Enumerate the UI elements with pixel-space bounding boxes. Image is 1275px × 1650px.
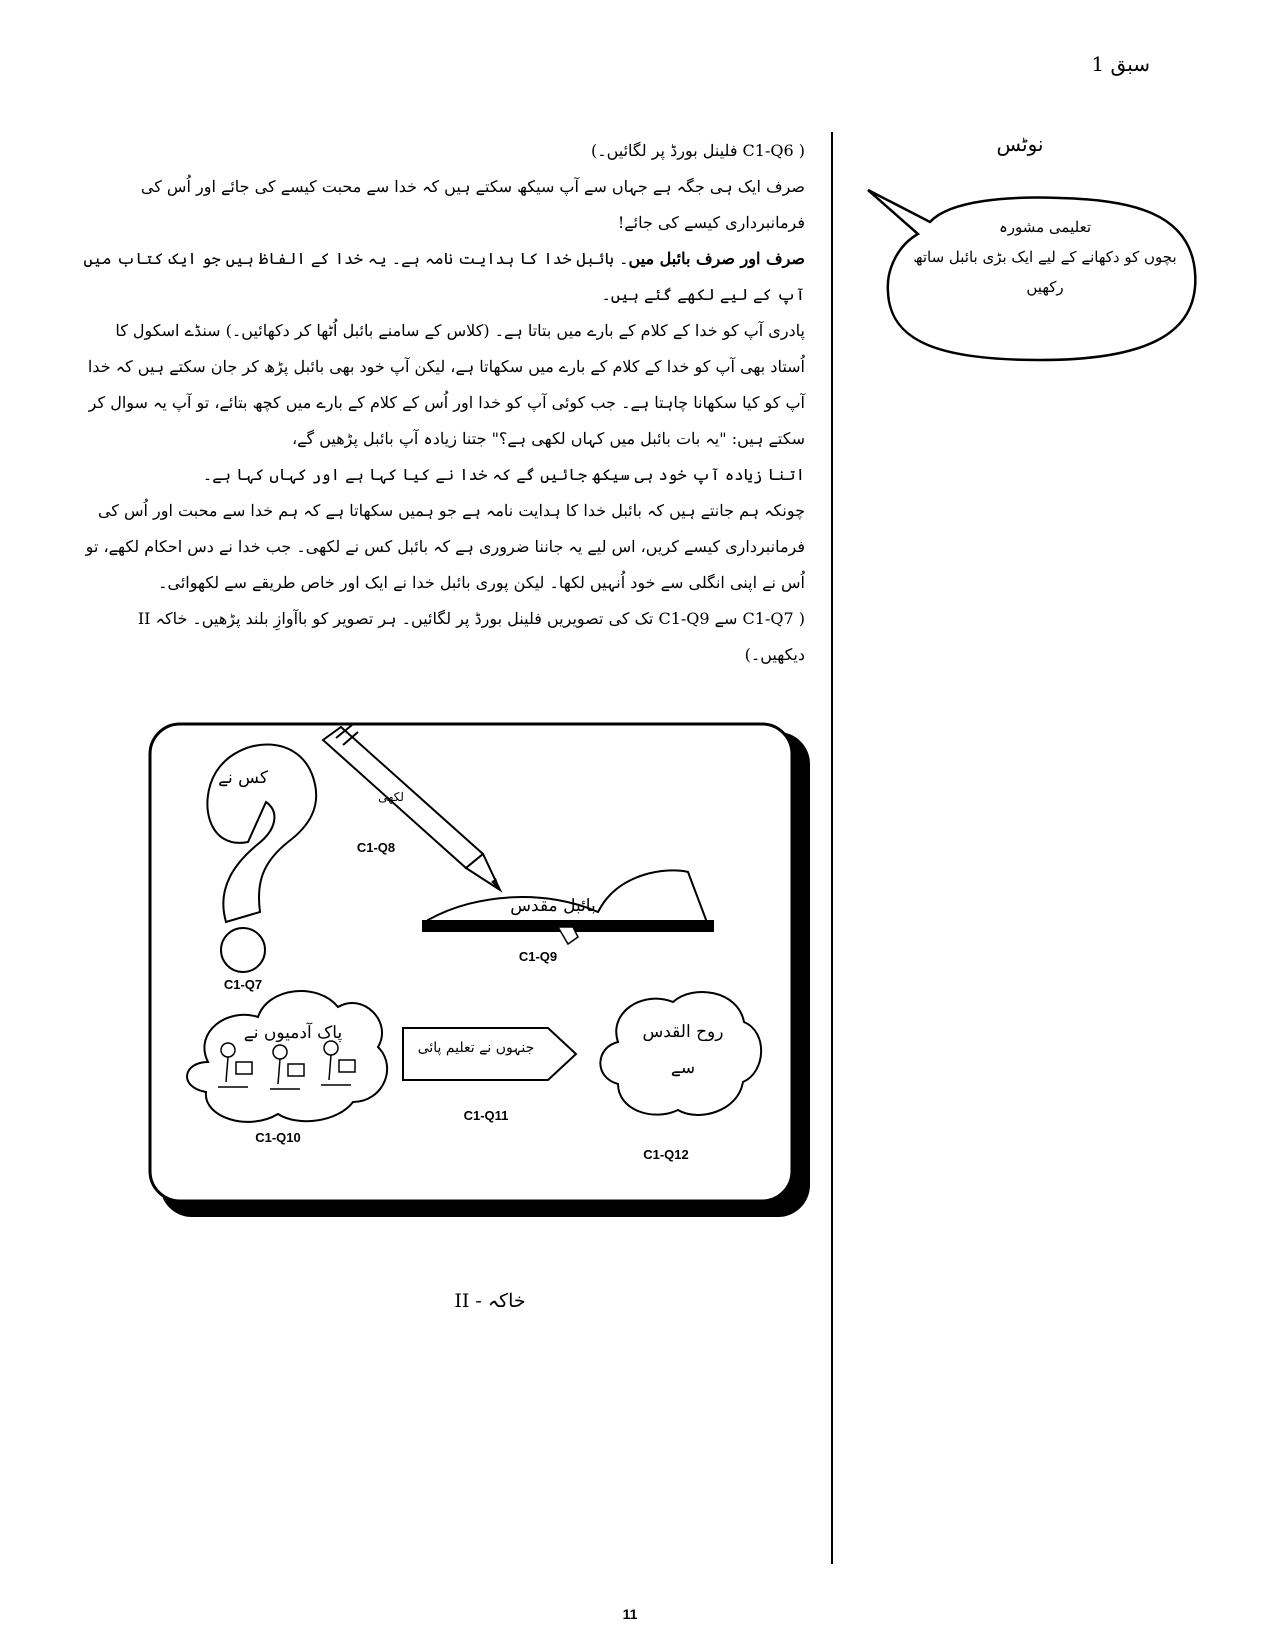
paragraph-bible-rest: ۔ بائبل خدا کا ہدایت نامہ ہے۔ یہ خدا کے الفاظ ہیں جو ایک کتاب میں آپ کے لیے لکھے گئے ہیں۔ xyxy=(83,249,805,304)
instruction-q7-q9: ( C1-Q7 سے C1-Q9 تک کی تصویریں فلینل بورڈ پر لگائیں۔ ہر تصویر کو باآوازِ بلند پڑھیں۔ خاکہ II دیکھیں۔) xyxy=(137,609,805,664)
main-content xyxy=(80,133,805,673)
diagram-ii xyxy=(148,722,818,1228)
column-divider xyxy=(831,132,833,1564)
figure-caption: خاکہ - II xyxy=(454,1290,526,1312)
teaching-tip-bubble xyxy=(860,182,1205,372)
paragraph-bible-bold: صرف اور صرف بائبل میں xyxy=(628,249,805,268)
lesson-label: سبق 1 xyxy=(1091,52,1150,76)
label-c1-q12: C1-Q12 xyxy=(643,1147,689,1162)
notes-title: نوٹس xyxy=(996,132,1044,156)
paragraph-only-place: صرف ایک ہی جگہ ہے جہاں سے آپ سیکھ سکتے ہیں کہ خدا سے محبت کیسے کی جائے اور اُس کی فرمانبرداری کیسے کی جائے! xyxy=(140,177,805,232)
tip-heading: تعلیمی مشورہ xyxy=(998,218,1092,236)
paragraph-pastor: پادری آپ کو خدا کے کلام کے بارے میں بتاتا ہے۔ (کلاس کے سامنے بائبل اُٹھا کر دکھائیں۔) سنڈے اسکول کا اُستاد بھی آپ کو خدا کے کلام کے بارے میں سکھاتا ہے، لیکن آپ خود بھی بائبل پڑھ کر جان سکتے ہیں کہ خدا آپ کو کیا سکھانا چاہتا ہے۔ جب کوئی آپ کو خدا اور اُس کے کلام کے بارے میں کچھ بتائے، تو آپ یہ سوال کر سکتے ہیں: "یہ بات بائبل میں کہاں لکھی ہے؟" جتنا زیادہ آپ بائبل پڑھیں گے، xyxy=(87,321,805,448)
diagram-artwork xyxy=(148,722,818,1228)
arrow-text: جنہوں نے تعلیم پائی xyxy=(417,1040,535,1056)
holy-spirit-from-text: سے xyxy=(670,1058,696,1078)
tip-text: بچوں کو دکھانے کے لیے ایک بڑی بائبل ساتھ رکھیں xyxy=(913,248,1177,296)
label-c1-q7: C1-Q7 xyxy=(223,977,263,992)
holy-men-text: پاک آدمیوں نے xyxy=(243,1023,343,1043)
paragraph-bible xyxy=(80,241,805,313)
label-c1-q8: C1-Q8 xyxy=(356,840,396,855)
holy-spirit-text: روح القدس xyxy=(642,1022,724,1042)
question-dot-icon xyxy=(221,928,265,972)
paragraph-who-wrote: چونکہ ہم جانتے ہیں کہ بائبل خدا کا ہدایت نامہ ہے جو ہمیں سکھاتا ہے کہ ہم خدا سے محبت اور اُس کی فرمانبرداری کیسے کریں، اس لیے یہ جاننا ضروری ہے کہ بائبل کس نے لکھی۔ جب خدا نے دس احکام لکھے، تو اُس نے اپنی انگلی سے خود اُنہیں لکھا۔ لیکن پوری بائبل خدا نے ایک اور خاص طریقے سے لکھوائی۔ xyxy=(85,501,805,592)
label-c1-q9: C1-Q9 xyxy=(518,949,558,964)
label-c1-q10: C1-Q10 xyxy=(255,1130,301,1145)
paragraph-learn: اتنا زیادہ آپ خود ہی سیکھ جائیں گے کہ خدا نے کیا کہا ہے اور کہاں کہا ہے۔ xyxy=(202,465,805,484)
instruction-q6: ( C1-Q6 فلینل بورڈ پر لگائیں۔) xyxy=(590,141,805,160)
holy-spirit-cloud xyxy=(600,992,761,1115)
page-number: 11 xyxy=(622,1606,638,1622)
pencil-text: لکھی xyxy=(378,790,404,804)
bible-text: بائبل مقدس xyxy=(510,896,596,916)
label-c1-q11: C1-Q11 xyxy=(463,1108,509,1123)
who-text: کس نے xyxy=(218,768,268,788)
